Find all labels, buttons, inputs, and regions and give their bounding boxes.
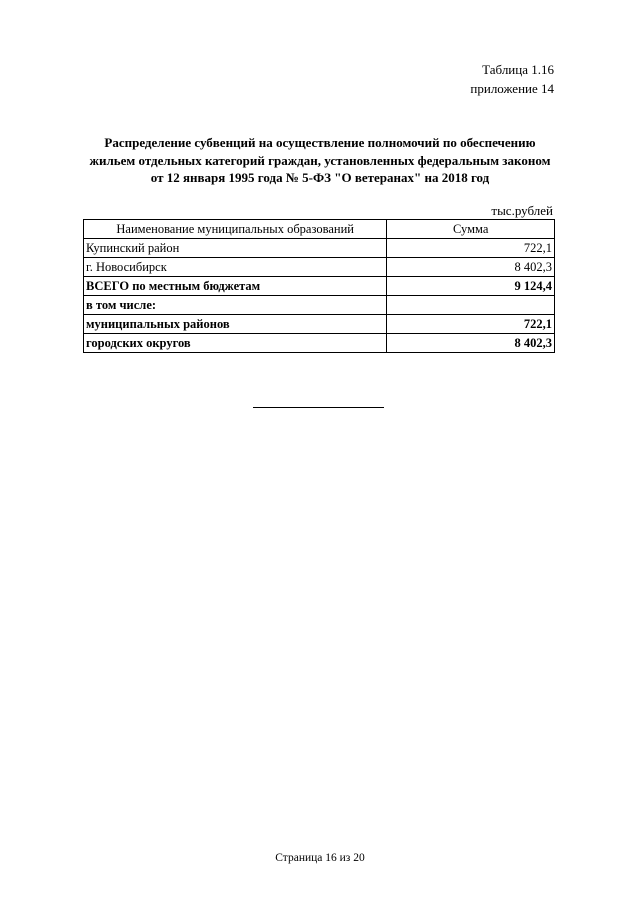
title-line-1: Распределение субвенций на осуществление полномочий по обеспечению (104, 135, 536, 150)
document-header (470, 60, 554, 98)
page-number: Страница 16 из 20 (275, 852, 365, 864)
row-name: городских округов (84, 334, 387, 353)
appendix-label: приложение 14 (470, 81, 554, 96)
table-header-row (84, 220, 555, 239)
document-title (84, 134, 556, 187)
row-name: ВСЕГО по местным бюджетам (84, 277, 387, 296)
table-row (84, 334, 555, 353)
row-sum (387, 296, 555, 315)
table-row (84, 258, 555, 277)
table-row (84, 315, 555, 334)
row-sum: 722,1 (387, 315, 555, 334)
table-number: Таблица 1.16 (482, 62, 554, 77)
row-name: в том числе: (84, 296, 387, 315)
row-sum: 8 402,3 (387, 334, 555, 353)
title-line-2: жильем отдельных категорий граждан, установленных федеральным законом (89, 152, 551, 168)
row-name: муниципальных районов (84, 315, 387, 334)
row-sum: 9 124,4 (387, 277, 555, 296)
subsidy-table (83, 219, 555, 353)
unit-label: тыс.рублей (491, 203, 553, 218)
column-header-sum: Сумма (387, 220, 555, 239)
row-sum: 722,1 (387, 239, 555, 258)
table-row (84, 239, 555, 258)
table-row-total (84, 277, 555, 296)
row-name: г. Новосибирск (84, 258, 387, 277)
table-row-subheading (84, 296, 555, 315)
column-header-name: Наименование муниципальных образований (84, 220, 387, 239)
row-sum: 8 402,3 (387, 258, 555, 277)
title-line-3: от 12 января 1995 года № 5-ФЗ "О ветеранах" на 2018 год (150, 170, 490, 185)
separator-line (253, 407, 384, 408)
row-name: Купинский район (84, 239, 387, 258)
